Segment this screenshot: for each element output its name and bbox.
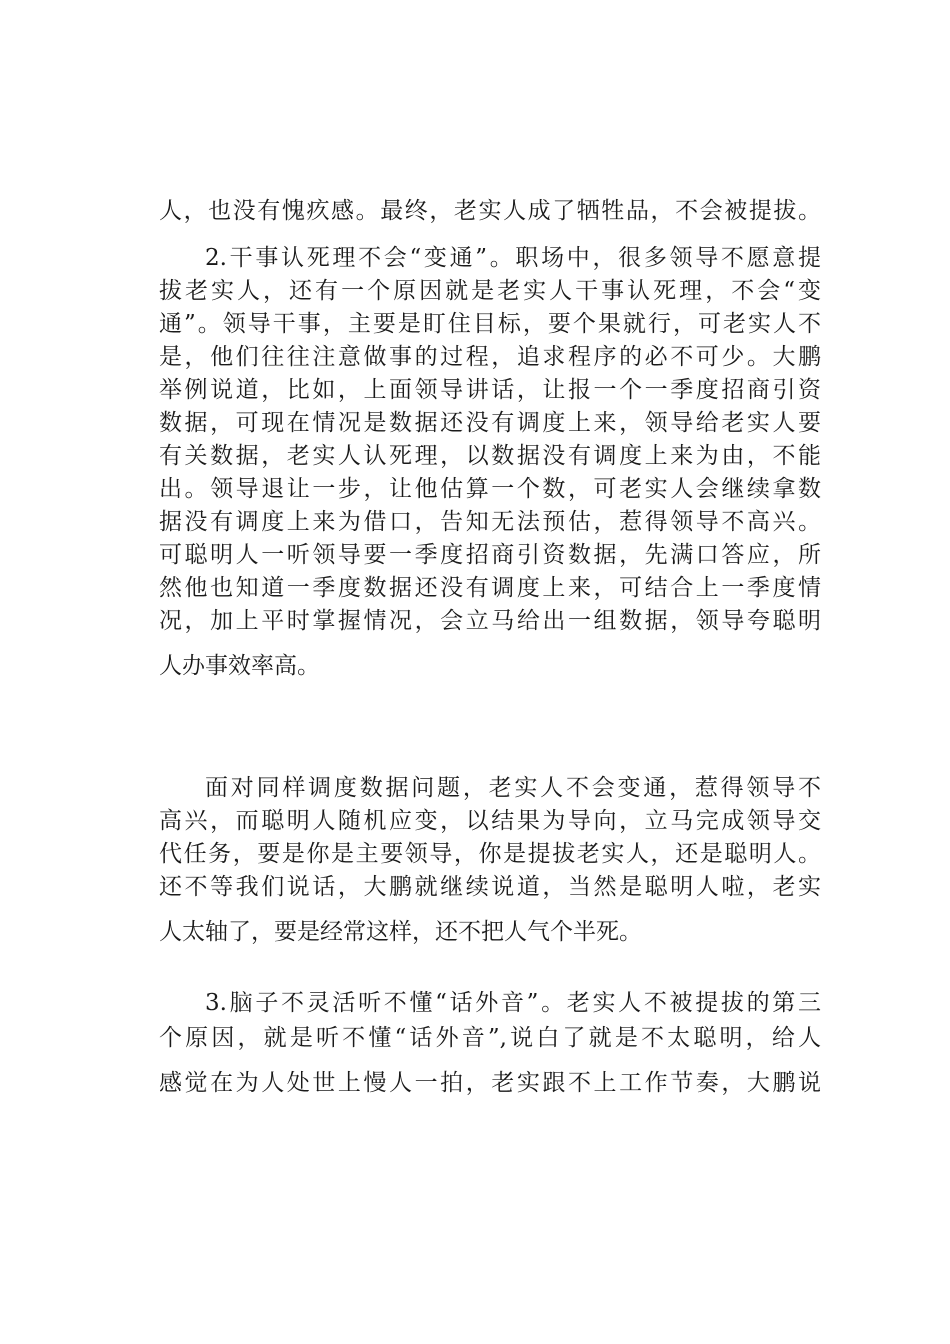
text-line: 人办事效率高。 <box>159 653 320 679</box>
text-line: 3.脑子不灵活听不懂“话外音”。老实人不被提拔的第三 <box>205 990 821 1016</box>
text-line: 拔老实人，还有一个原因就是老实人干事认死理，不会“变 <box>159 278 821 304</box>
paragraph-1 <box>159 195 821 228</box>
text-line: 代任务，要是你是主要领导，你是提拔老实人，还是聪明人。 <box>159 841 821 867</box>
text-line: 数据，可现在情况是数据还没有调度上来，领导给老实人要 <box>159 410 821 436</box>
text-line: 面对同样调度数据问题，老实人不会变通，惹得领导不 <box>205 775 821 801</box>
text-line: 出。领导退让一步，让他估算一个数，可老实人会继续拿数 <box>159 476 821 502</box>
text-line: 感觉在为人处世上慢人一拍，老实跟不上工作节奏，大鹏说 <box>159 1070 821 1096</box>
paragraph-3 <box>159 772 821 949</box>
paragraph-4 <box>159 987 821 1100</box>
text-line: 可聪明人一听领导要一季度招商引资数据，先满口答应，所 <box>159 542 821 568</box>
paragraph-2 <box>159 242 821 683</box>
text-line: 况，加上平时掌握情况，会立马给出一组数据，领导夸聪明 <box>159 608 821 634</box>
text-line: 人，也没有愧疚感。最终，老实人成了牺牲品，不会被提拔。 <box>159 198 821 224</box>
text-line: 还不等我们说话，大鹏就继续说道，当然是聪明人啦，老实 <box>159 874 821 900</box>
text-line: 是，他们往往注意做事的过程，追求程序的必不可少。大鹏 <box>159 344 821 370</box>
text-line: 举例说道，比如，上面领导讲话，让报一个一季度招商引资 <box>159 377 821 403</box>
text-line: 2.干事认死理不会“变通”。职场中，很多领导不愿意提 <box>205 245 821 271</box>
text-line: 个原因，就是听不懂“话外音”,说白了就是不太聪明，给人 <box>159 1025 821 1051</box>
text-line: 然他也知道一季度数据还没有调度上来，可结合上一季度情 <box>159 575 821 601</box>
text-line: 据没有调度上来为借口，告知无法预估，惹得领导不高兴。 <box>159 509 821 535</box>
text-line: 人太轴了，要是经常这样，还不把人气个半死。 <box>159 919 642 945</box>
text-line: 通”。领导干事，主要是盯住目标，要个果就行，可老实人不 <box>159 311 821 337</box>
text-line: 高兴，而聪明人随机应变，以结果为导向，立马完成领导交 <box>159 808 821 834</box>
text-line: 有关数据，老实人认死理，以数据没有调度上来为由，不能 <box>159 443 821 469</box>
